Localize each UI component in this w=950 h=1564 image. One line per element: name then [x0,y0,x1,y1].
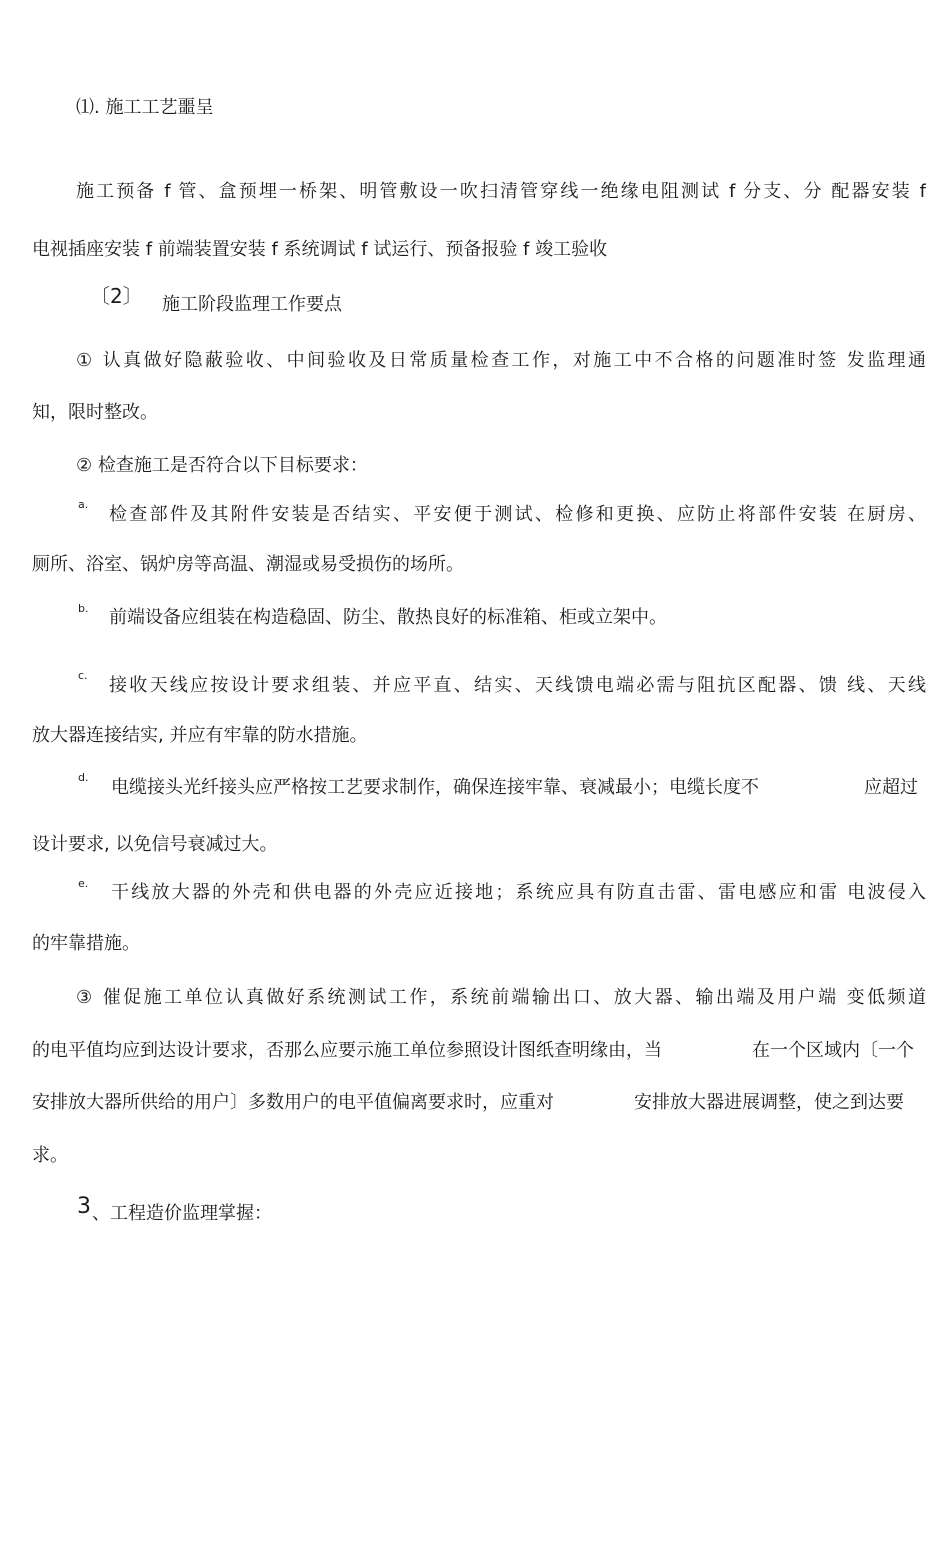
item-3-line-1: ③ 催促施工单位认真做好系统测试工作，系统前端输出口、放大器、输出端及用户端 变低频道 [76,987,926,1008]
item-d-line-1a: 电缆接头光纤接头应严格按工艺要求制作，确保连接牢靠、衰减最小；电缆长度不 [111,777,759,798]
marker-a: a. [78,498,89,511]
marker-e: e. [78,877,89,890]
item-1-line-1: ① 认真做好隐蔽验收、中间验收及日常质量检查工作，对施工中不合格的问题准时签 发监理通 [76,350,926,371]
section-2-title: 施工阶段监理工作要点 [162,294,342,315]
item-1-line-2: 知，限时整改。 [32,402,158,423]
item-e-line-2: 的牢靠措施。 [32,933,140,954]
item-d-line-1b: 应超过 [864,777,918,798]
heading-construction-process: ⑴. 施工工艺噩呈 [76,97,214,118]
item-3-line-3a: 安排放大器所供给的用户〕多数用户的电平值偏离要求时，应重对 [32,1092,554,1113]
item-3-line-4: 求。 [32,1145,68,1166]
item-c-line-1: 接收天线应按设计要求组装、并应平直、结实、天线馈电端必需与阻抗区配器、馈 线、天线 [109,675,926,696]
item-3-line-2b: 在一个区域内〔一个 [752,1040,914,1061]
section-3-title: 、工程造价监理掌握： [92,1203,272,1224]
marker-d: d. [78,771,89,784]
marker-c: c. [78,669,88,682]
item-3-line-3b: 安排放大器进展调整，使之到达要 [634,1092,904,1113]
item-3-line-2a: 的电平值均应到达设计要求，否那么应要示施工单位参照设计图纸查明缘由，当 [32,1040,662,1061]
flow-line-2: 电视插座安装 f 前端装置安装 f 系统调试 f 试运行、预备报验 f 竣工验收 [32,239,608,260]
item-e-line-1: 干线放大器的外壳和供电器的外壳应近接地；系统应具有防直击雷、雷电感应和雷 电波侵入 [111,882,926,903]
section-2-number: 〔2〕 [90,284,143,308]
item-a-line-2: 厕所、浴室、锅炉房等高温、潮湿或易受损伤的场所。 [32,554,464,575]
item-2-line-1: ② 检查施工是否符合以下目标要求： [76,455,368,476]
marker-b: b. [78,602,89,615]
flow-line-1: 施工预备 f 管、盒预埋一桥架、明管敷设一吹扫清管穿线一绝缘电阻测试 f 分支、分 配器安装 f [76,181,926,202]
item-c-line-2: 放大器连接结实, 并应有牢靠的防水措施。 [32,725,368,746]
item-d-line-2: 设计要求, 以免信号衰减过大。 [32,834,278,855]
item-b-line-1: 前端设备应组装在构造稳固、防尘、散热良好的标准箱、柜或立架中。 [109,607,667,628]
item-a-line-1: 检查部件及其附件安装是否结实、平安便于测试、检修和更换、应防止将部件安装 在厨房、 [109,504,926,525]
section-3-number: 3 [77,1194,91,1219]
